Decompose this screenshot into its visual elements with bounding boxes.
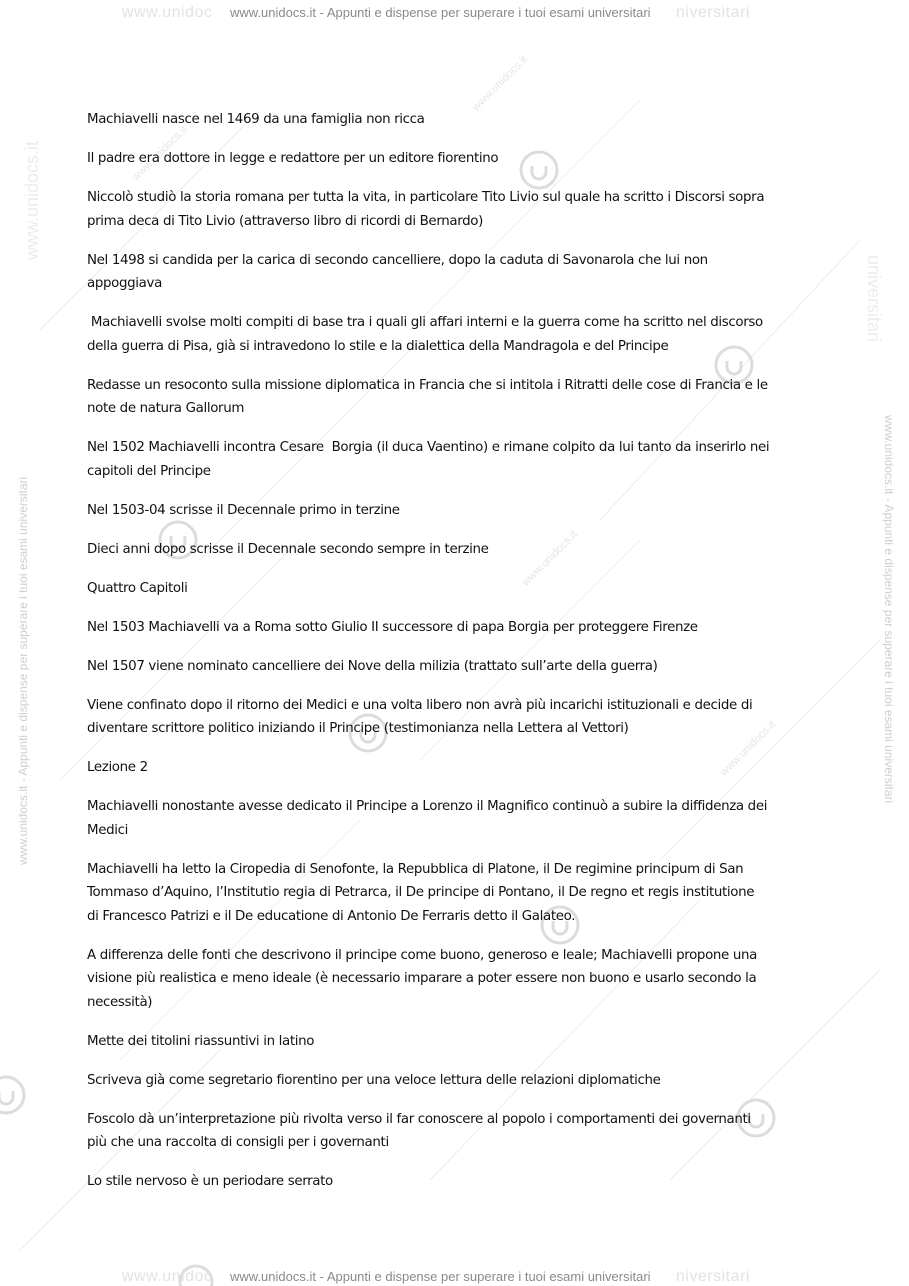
diagonal-watermark: www.unidocs.it: [718, 718, 778, 779]
paragraph-gap: [87, 1092, 827, 1108]
text-line: Niccolò studiò la storia romana per tutta la vita, in particolare Tito Livio sul quale ha scritto i Discorsi sopra: [87, 190, 765, 205]
text-line: Medici: [87, 822, 128, 838]
paragraph-gap: [87, 678, 827, 694]
text-line: della guerra di Pisa, già si intravedono lo stile e la dialettica della Mandragola e del Principe: [87, 338, 669, 354]
side-ghost-right: universitari: [864, 255, 884, 343]
text-line: A differenza delle fonti che descrivono il principe come buono, generoso e leale; Machiavelli propone una: [87, 947, 757, 963]
paragraph-gap: [87, 741, 827, 757]
text-line: Tommaso d’Aquino, l’Institutio regia di Petrarca, il De principe di Pontano, il De regno et regis institutione: [87, 885, 755, 900]
paragraph: [87, 944, 827, 1015]
text-line: visione più realistica e meno ideale (è necessario imparare a poter essere non buono e usarlo secondo la: [87, 971, 757, 986]
text-line: Machiavelli nasce nel 1469 da una famiglia non ricca: [87, 112, 425, 127]
text-line: Lezione 2: [87, 760, 148, 775]
header-ghost-right: niversitari: [676, 4, 750, 21]
text-line: Machiavelli ha letto la Ciropedia di Senofonte, la Repubblica di Platone, il De regimine principum di San: [87, 861, 744, 877]
text-line: più che una raccolta di consigli per i governanti: [87, 1135, 389, 1150]
text-line: Redasse un resoconto sulla missione diplomatica in Francia che si intitola i Ritratti delle cose di Francia e le: [87, 377, 768, 393]
header-watermark-text: www.unidocs.it - Appunti e dispense per superare i tuoi esami universitari: [230, 5, 651, 20]
paragraph: [87, 311, 827, 358]
paragraph-gap: [87, 1053, 827, 1069]
paragraph-gap: [87, 132, 827, 148]
paragraph: [87, 756, 827, 780]
header-ghost-left: www.unidoc: [122, 4, 213, 21]
paragraph-gap: [87, 600, 827, 616]
text-line: Machiavelli svolse molti compiti di base tra i quali gli affari interni e la guerra come ha scritto nel discorso: [87, 315, 763, 330]
paragraph: [87, 616, 827, 640]
footer-watermark-text: www.unidocs.it - Appunti e dispense per superare i tuoi esami universitari: [230, 1269, 651, 1284]
paragraph: [87, 655, 827, 679]
text-line: Nel 1503-04 scrisse il Decennale primo in terzine: [87, 502, 400, 518]
diagonal-watermark: www.unidocs.it: [130, 123, 190, 184]
paragraph: [87, 1170, 827, 1194]
paragraph-gap: [87, 1014, 827, 1030]
paragraph: [87, 186, 827, 233]
text-line: diventare scrittore politico iniziando il Principe (testimonianza nella Lettera al Vettori): [87, 721, 629, 736]
footer-ghost-left: www.unidoc: [122, 1268, 213, 1285]
paragraph: [87, 795, 827, 842]
text-line: Quattro Capitoli: [87, 580, 188, 596]
paragraph: [87, 858, 827, 929]
text-line: Il padre era dottore in legge e redattore per un editore fiorentino: [87, 151, 499, 166]
paragraph: [87, 147, 827, 171]
paragraph: [87, 577, 827, 601]
text-line: necessità): [87, 994, 153, 1010]
side-ghost-left: www.unidocs.it: [22, 140, 42, 260]
paragraph-gap: [87, 639, 827, 655]
paragraph-gap: [87, 171, 827, 187]
paragraph-gap: [87, 780, 827, 796]
paragraph-gap: [87, 1155, 827, 1171]
paragraph: [87, 499, 827, 523]
side-watermark-left: www.unidocs.it - Appunti e dispense per superare i tuoi esami universitari: [16, 476, 30, 865]
text-line: appoggiava: [87, 276, 162, 291]
paragraph: [87, 374, 827, 421]
footer-ghost-right: niversitari: [676, 1268, 750, 1285]
text-line: Nel 1498 si candida per la carica di secondo cancelliere, dopo la caduta di Savonarola che lui non: [87, 252, 708, 268]
text-line: Machiavelli nonostante avesse dedicato il Principe a Lorenzo il Magnifico continuò a subire la diffidenza dei: [87, 799, 768, 814]
paragraph-gap: [87, 561, 827, 577]
diagonal-watermark: www.unidocs.it: [520, 528, 580, 589]
paragraph: [87, 436, 827, 483]
text-line: Lo stile nervoso è un periodare serrato: [87, 1174, 333, 1189]
text-line: capitoli del Principe: [87, 463, 211, 479]
paragraph-gap: [87, 358, 827, 374]
paragraph: [87, 1069, 827, 1093]
paragraph-gap: [87, 421, 827, 437]
text-line: Nel 1503 Machiavelli va a Roma sotto Giulio II successore di papa Borgia per proteggere Firenze: [87, 619, 698, 635]
paragraph: [87, 1030, 827, 1054]
text-line: Nel 1502 Machiavelli incontra Cesare Borgia (il duca Vaentino) e rimane colpito da lui tanto da inserirlo nei: [87, 440, 770, 455]
paragraph-gap: [87, 296, 827, 312]
paragraph: [87, 108, 827, 132]
text-line: Dieci anni dopo scrisse il Decennale secondo sempre in terzine: [87, 541, 489, 557]
diagonal-watermark: www.unidocs.it: [470, 53, 530, 114]
text-line: Foscolo dà un’interpretazione più rivolta verso il far conoscere al popolo i comportamenti dei governanti: [87, 1111, 751, 1127]
text-line: Viene confinato dopo il ritorno dei Medici e una volta libero non avrà più incarichi istituzionali e decide di: [87, 697, 753, 713]
text-line: prima deca di Tito Livio (attraverso libro di ricordi di Bernardo): [87, 213, 484, 229]
paragraph: [87, 249, 827, 296]
document-body: [87, 108, 827, 1194]
paragraph: [87, 1108, 827, 1155]
text-line: note de natura Gallorum: [87, 401, 245, 416]
footer-watermark: [0, 1266, 909, 1286]
text-line: Nel 1507 viene nominato cancelliere dei Nove della milizia (trattato sull’arte della guerra): [87, 658, 658, 674]
side-watermark-right: www.unidocs.it - Appunti e dispense per superare i tuoi esami universitari: [882, 415, 896, 804]
header-watermark: [0, 2, 909, 24]
text-line: Mette dei titolini riassuntivi in latino: [87, 1033, 315, 1049]
paragraph-gap: [87, 483, 827, 499]
paragraph-gap: [87, 522, 827, 538]
text-line: di Francesco Patrizi e il De educatione di Antonio De Ferraris detto il Galateo.: [87, 908, 576, 924]
paragraph-gap: [87, 928, 827, 944]
paragraph: [87, 538, 827, 562]
paragraph-gap: [87, 842, 827, 858]
paragraph: [87, 694, 827, 741]
text-line: Scriveva già come segretario fiorentino per una veloce lettura delle relazioni diplomatiche: [87, 1072, 661, 1088]
paragraph-gap: [87, 233, 827, 249]
unidocs-logo-icon: [0, 1077, 24, 1113]
